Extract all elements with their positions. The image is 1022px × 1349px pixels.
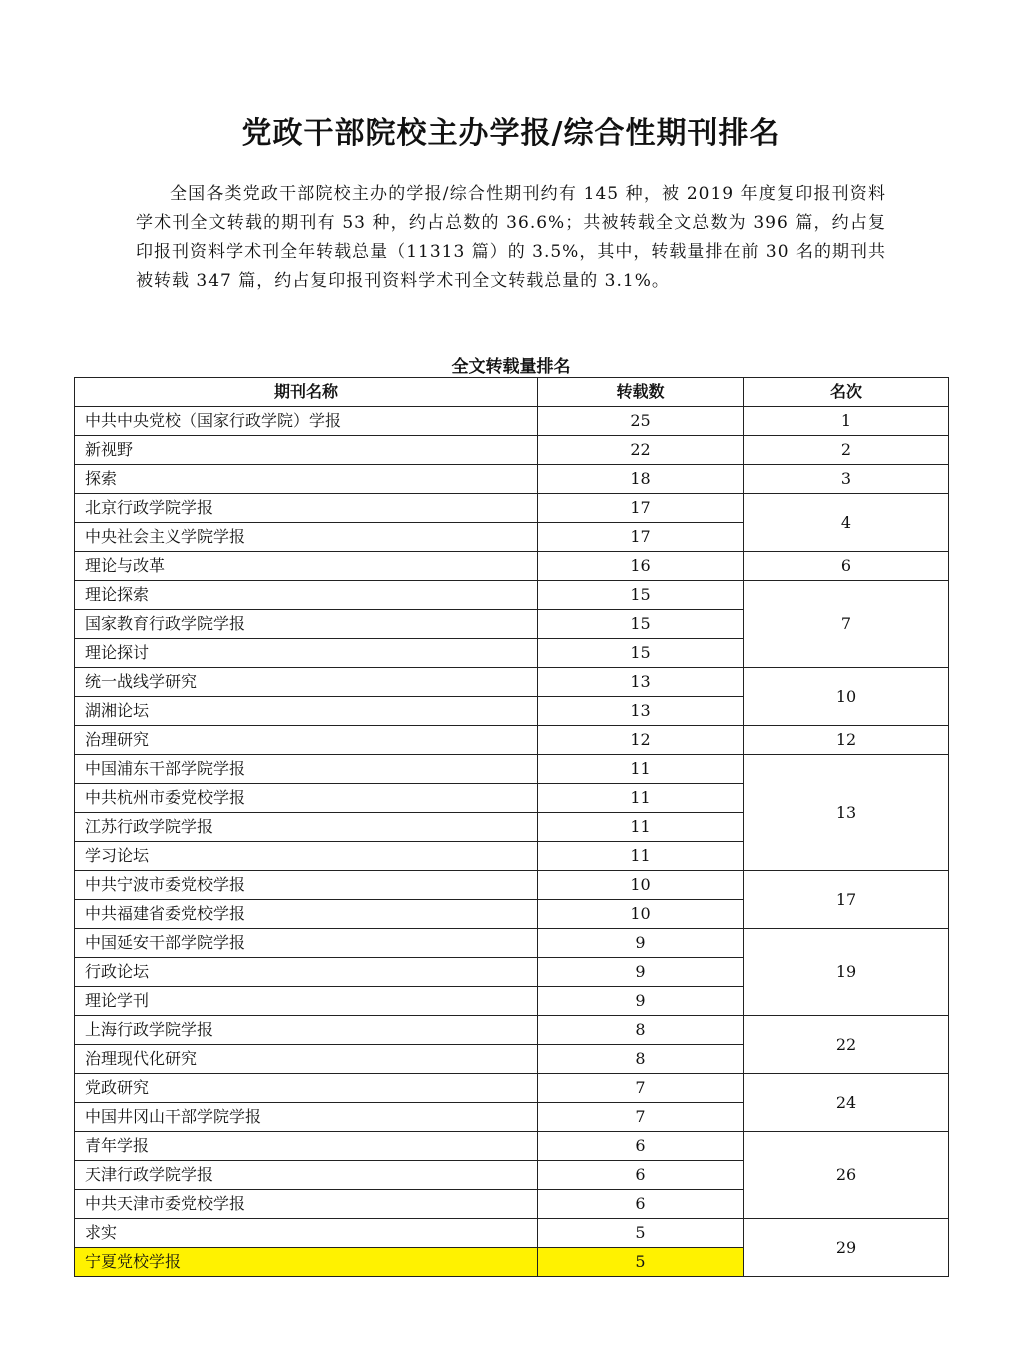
header-reprint-count: 转载数 — [538, 378, 744, 407]
reprint-count-cell: 15 — [538, 610, 744, 639]
table-row — [75, 407, 949, 436]
reprint-count-cell: 7 — [538, 1103, 744, 1132]
journal-name-cell: 探索 — [75, 465, 538, 494]
rank-cell: 26 — [744, 1132, 949, 1219]
journal-name-cell: 求实 — [75, 1219, 538, 1248]
journal-name-cell: 中共宁波市委党校学报 — [75, 871, 538, 900]
journal-name-cell: 党政研究 — [75, 1074, 538, 1103]
rank-cell: 6 — [744, 552, 949, 581]
table-row — [75, 929, 949, 958]
journal-name-cell: 青年学报 — [75, 1132, 538, 1161]
reprint-count-cell: 17 — [538, 523, 744, 552]
ranking-table — [74, 377, 949, 1277]
header-rank: 名次 — [744, 378, 949, 407]
table-row — [75, 755, 949, 784]
reprint-count-cell: 6 — [538, 1190, 744, 1219]
rank-cell: 3 — [744, 465, 949, 494]
reprint-count-cell: 5 — [538, 1248, 744, 1277]
reprint-count-cell: 25 — [538, 407, 744, 436]
rank-cell: 22 — [744, 1016, 949, 1074]
rank-cell: 12 — [744, 726, 949, 755]
rank-cell: 17 — [744, 871, 949, 929]
reprint-count-cell: 15 — [538, 639, 744, 668]
journal-name-cell: 统一战线学研究 — [75, 668, 538, 697]
table-row — [75, 581, 949, 610]
reprint-count-cell: 11 — [538, 755, 744, 784]
table-row — [75, 494, 949, 523]
table-header — [75, 378, 949, 407]
table-row — [75, 726, 949, 755]
journal-name-cell: 中央社会主义学院学报 — [75, 523, 538, 552]
journal-name-cell: 行政论坛 — [75, 958, 538, 987]
journal-name-cell: 理论学刊 — [75, 987, 538, 1016]
reprint-count-cell: 18 — [538, 465, 744, 494]
reprint-count-cell: 13 — [538, 697, 744, 726]
table-row — [75, 465, 949, 494]
reprint-count-cell: 9 — [538, 958, 744, 987]
page-title: 党政干部院校主办学报/综合性期刊排名 — [241, 116, 781, 151]
journal-name-cell: 中共杭州市委党校学报 — [75, 784, 538, 813]
table-row — [75, 871, 949, 900]
reprint-count-cell: 13 — [538, 668, 744, 697]
journal-name-cell: 中国井冈山干部学院学报 — [75, 1103, 538, 1132]
journal-name-cell: 理论与改革 — [75, 552, 538, 581]
rank-cell: 19 — [744, 929, 949, 1016]
reprint-count-cell: 9 — [538, 929, 744, 958]
reprint-count-cell: 10 — [538, 900, 744, 929]
rank-cell: 4 — [744, 494, 949, 552]
journal-name-cell: 学习论坛 — [75, 842, 538, 871]
reprint-count-cell: 11 — [538, 784, 744, 813]
reprint-count-cell: 22 — [538, 436, 744, 465]
journal-name-cell: 宁夏党校学报 — [75, 1248, 538, 1277]
journal-name-cell: 上海行政学院学报 — [75, 1016, 538, 1045]
reprint-count-cell: 16 — [538, 552, 744, 581]
reprint-count-cell: 8 — [538, 1016, 744, 1045]
reprint-count-cell: 8 — [538, 1045, 744, 1074]
rank-cell: 1 — [744, 407, 949, 436]
table-row — [75, 436, 949, 465]
journal-name-cell: 江苏行政学院学报 — [75, 813, 538, 842]
reprint-count-cell: 5 — [538, 1219, 744, 1248]
journal-name-cell: 国家教育行政学院学报 — [75, 610, 538, 639]
table-caption: 全文转载量排名 — [451, 357, 571, 377]
table-row — [75, 1016, 949, 1045]
rank-cell: 10 — [744, 668, 949, 726]
rank-cell: 29 — [744, 1219, 949, 1277]
rank-cell: 24 — [744, 1074, 949, 1132]
table-row — [75, 1219, 949, 1248]
reprint-count-cell: 9 — [538, 987, 744, 1016]
table-row — [75, 1074, 949, 1103]
reprint-count-cell: 12 — [538, 726, 744, 755]
journal-name-cell: 治理研究 — [75, 726, 538, 755]
journal-name-cell: 新视野 — [75, 436, 538, 465]
rank-cell: 13 — [744, 755, 949, 871]
table-row — [75, 1132, 949, 1161]
reprint-count-cell: 11 — [538, 842, 744, 871]
journal-name-cell: 理论探索 — [75, 581, 538, 610]
rank-cell: 7 — [744, 581, 949, 668]
journal-name-cell: 中共天津市委党校学报 — [75, 1190, 538, 1219]
reprint-count-cell: 6 — [538, 1132, 744, 1161]
journal-name-cell: 湖湘论坛 — [75, 697, 538, 726]
table-row — [75, 668, 949, 697]
journal-name-cell: 北京行政学院学报 — [75, 494, 538, 523]
header-row — [75, 378, 949, 407]
journal-name-cell: 理论探讨 — [75, 639, 538, 668]
reprint-count-cell: 11 — [538, 813, 744, 842]
reprint-count-cell: 10 — [538, 871, 744, 900]
rank-cell: 2 — [744, 436, 949, 465]
table-row — [75, 552, 949, 581]
journal-name-cell: 中共福建省委党校学报 — [75, 900, 538, 929]
intro-paragraph: 全国各类党政干部院校主办的学报/综合性期刊约有 145 种，被 2019 年度复印报刊资料学术刊全文转载的期刊有 53 种，约占总数的 36.6%；共被转载全文总数为 396 篇，约占复印报刊资料学术刊全年转载总量（11313 篇）的 3.5%，其中，转载量排在前 30 名的期刊共被转载 347 篇，约占复印报刊资料学术刊全文转载总量的 3.1%。 — [136, 184, 886, 291]
journal-name-cell: 中国延安干部学院学报 — [75, 929, 538, 958]
reprint-count-cell: 6 — [538, 1161, 744, 1190]
reprint-count-cell: 7 — [538, 1074, 744, 1103]
journal-name-cell: 中国浦东干部学院学报 — [75, 755, 538, 784]
journal-name-cell: 治理现代化研究 — [75, 1045, 538, 1074]
table-body — [75, 407, 949, 1277]
journal-name-cell: 天津行政学院学报 — [75, 1161, 538, 1190]
reprint-count-cell: 15 — [538, 581, 744, 610]
header-journal-name: 期刊名称 — [75, 378, 538, 407]
reprint-count-cell: 17 — [538, 494, 744, 523]
journal-name-cell: 中共中央党校（国家行政学院）学报 — [75, 407, 538, 436]
